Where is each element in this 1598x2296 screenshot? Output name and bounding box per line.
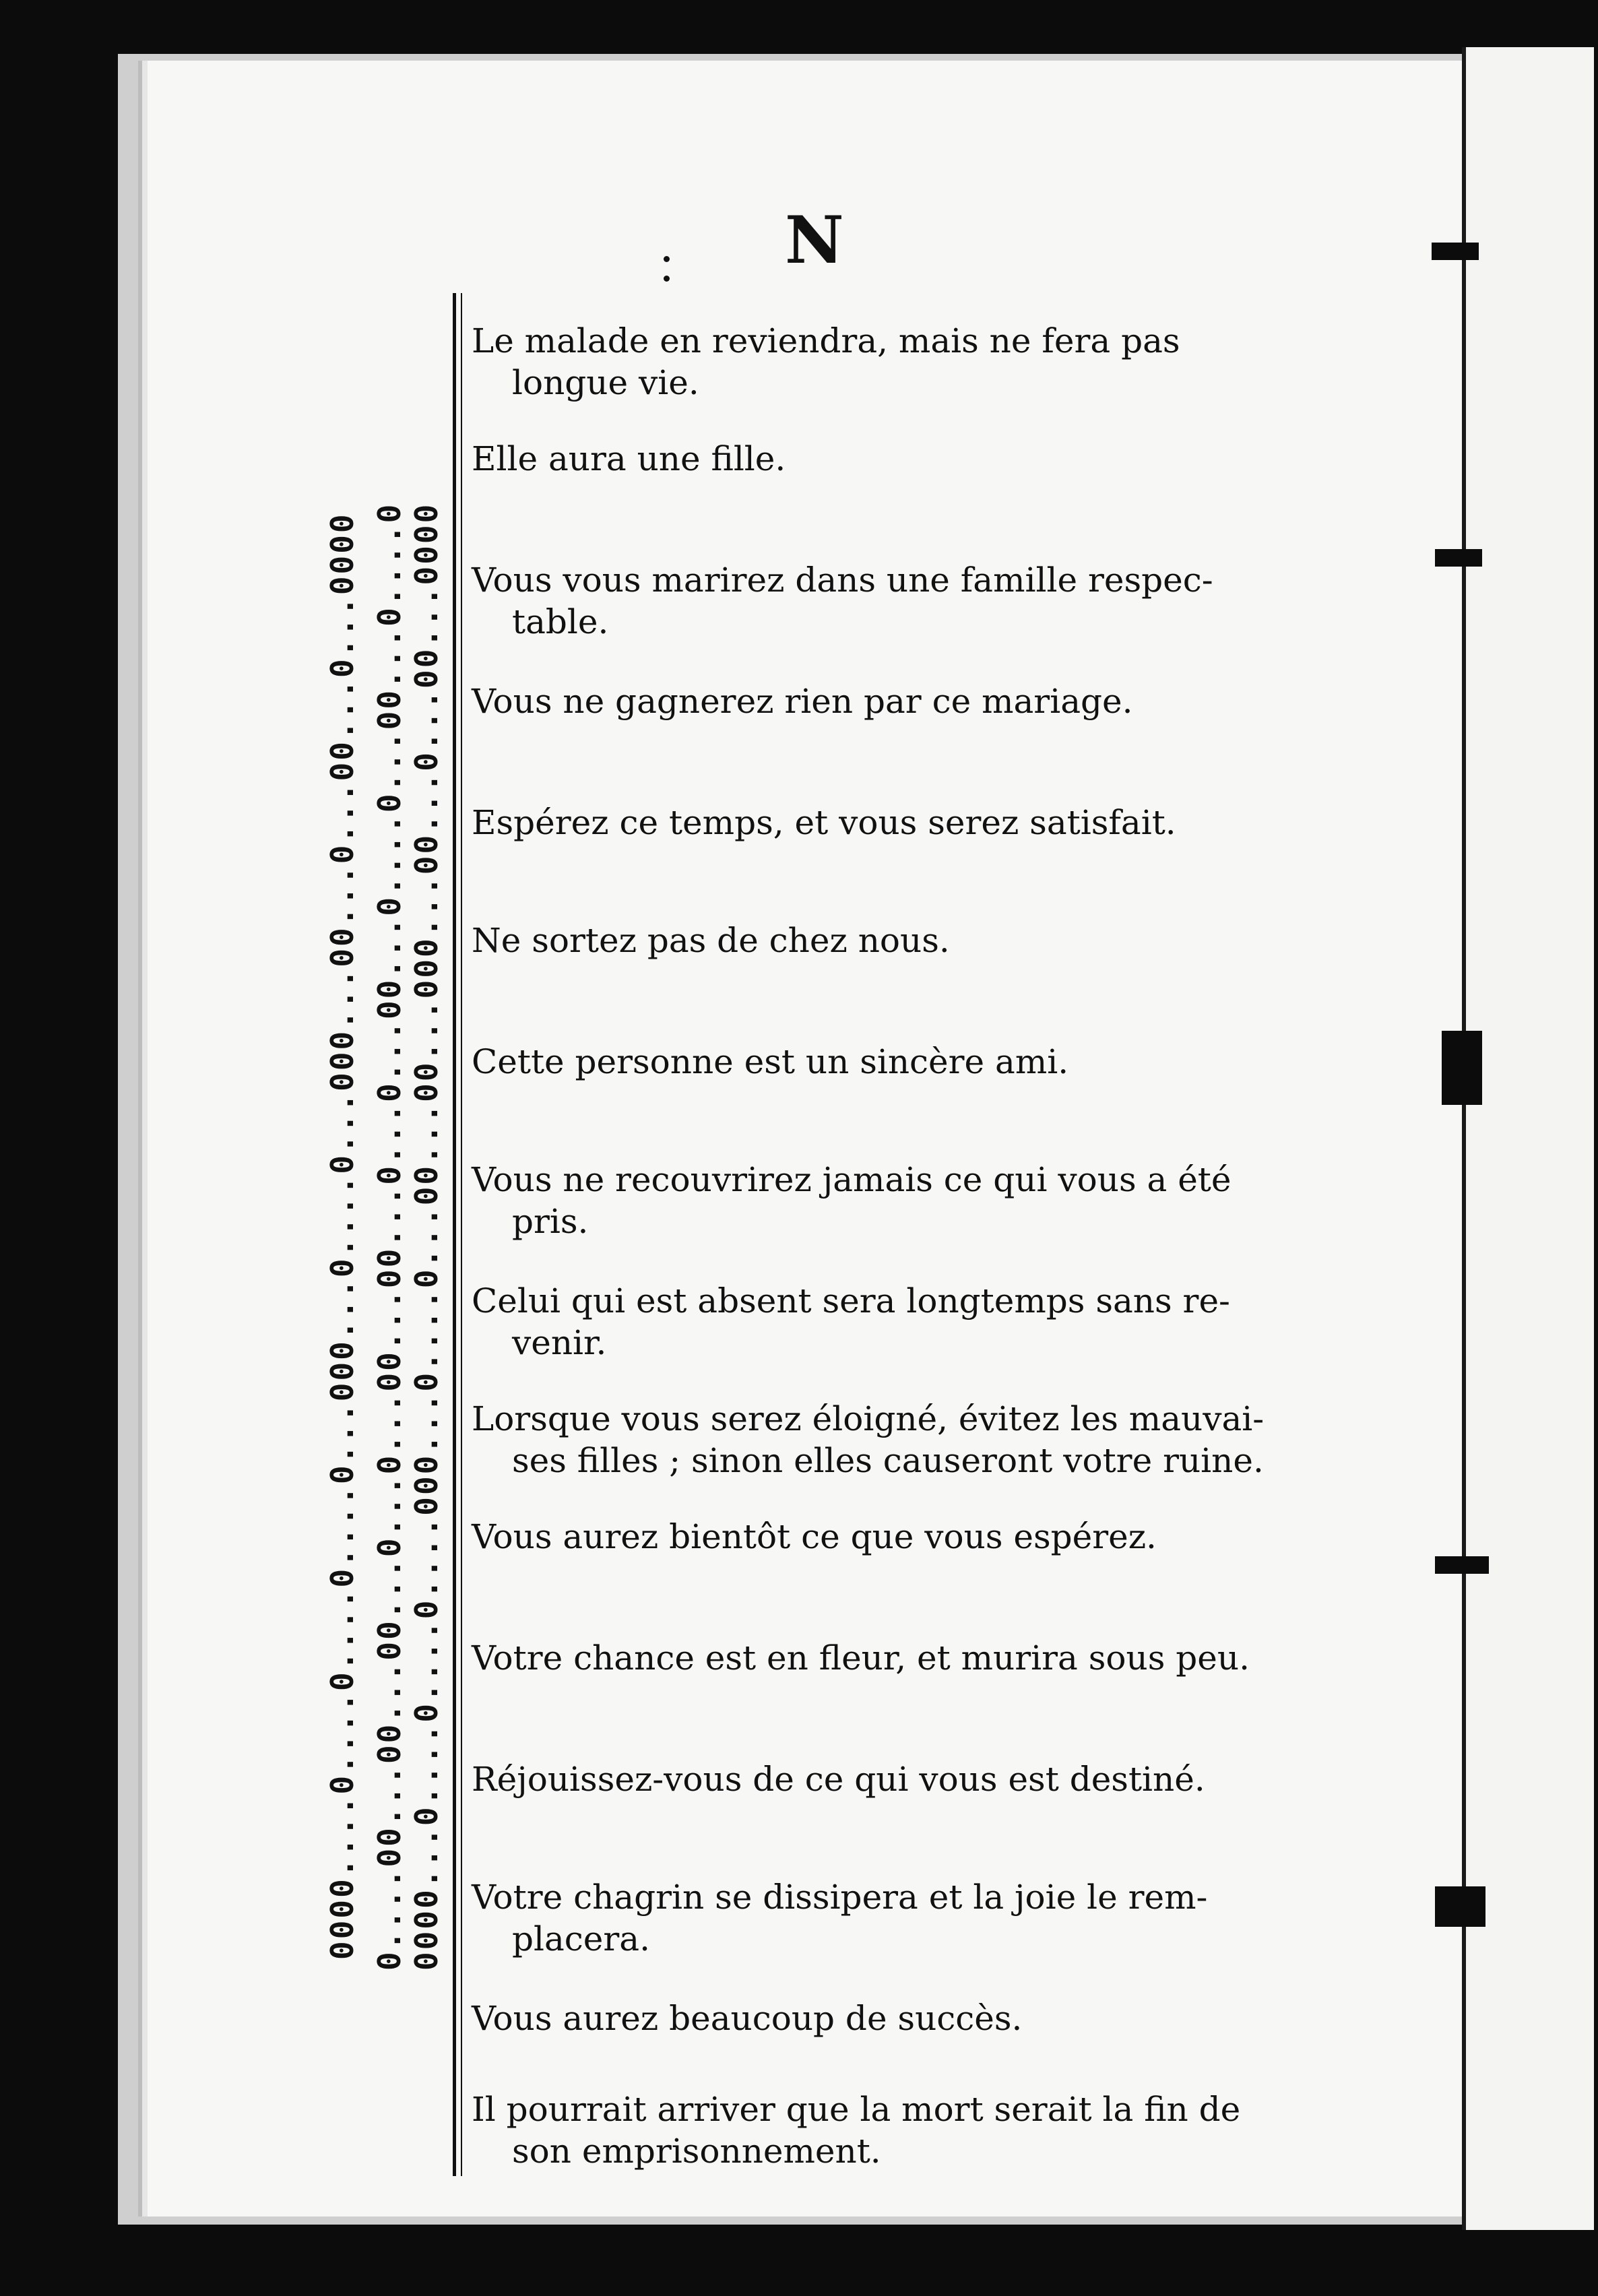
entry-line: Espérez ce temps, et vous serez satisfait. [472, 803, 1176, 842]
binding-mark [1442, 1031, 1482, 1105]
entry-continuation: pris. [512, 1202, 589, 1241]
dot-code-column: 0....00...00...00...0...0...00...00...0...0...00...0....0...00...0....0 [371, 502, 408, 1971]
entry-continuation: ses filles ; sinon elles causeront votre ruine. [512, 1441, 1264, 1480]
page-letter: N [785, 202, 844, 278]
entry-continuation: son emprisonnement. [512, 2132, 881, 2171]
entry-list [472, 0, 1280, 2223]
dot-code-column: 0000....0....0....0....0...000...0....0...000...00...0...00...0...0000 [324, 512, 360, 1960]
entry [472, 438, 1273, 480]
entry-line: Elle aura une fille. [472, 439, 786, 478]
entry [472, 680, 1273, 722]
dot-code-column: 0000...0....0....0....000...0....0...00...00...000...00...0...00...0000 [408, 502, 445, 1971]
entry [472, 1041, 1273, 1083]
entry-line: Vous aurez beaucoup de succès. [472, 1999, 1023, 2038]
entry-line: Le malade en reviendra, mais ne fera pas [472, 321, 1180, 360]
entry-line: Celui qui est absent sera longtemps sans re- [472, 1281, 1230, 1320]
entry [472, 320, 1273, 404]
entry-continuation: venir. [512, 1323, 607, 1362]
entry [472, 1637, 1273, 1679]
entry [472, 802, 1273, 843]
entry-continuation: table. [512, 602, 609, 641]
binding-mark [1435, 1556, 1489, 1574]
entry-continuation: longue vie. [512, 363, 699, 402]
binding-mark [1435, 549, 1482, 567]
entry-continuation: placera. [512, 1919, 651, 1958]
entry [472, 1159, 1273, 1242]
entry [472, 1876, 1273, 1960]
entry-line: Vous aurez bientôt ce que vous espérez. [472, 1517, 1157, 1556]
entry-line: Votre chagrin se dissipera et la joie le rem- [472, 1878, 1208, 1917]
entry-line: Il pourrait arriver que la mort serait la fin de [472, 2090, 1241, 2129]
entry [472, 1516, 1273, 1558]
entry [472, 1398, 1273, 1481]
entry [472, 920, 1273, 961]
entry-line: Vous ne recouvrirez jamais ce qui vous a été [472, 1160, 1232, 1199]
entry-line: Vous vous marirez dans une famille respec- [472, 561, 1213, 600]
vertical-rule [453, 293, 456, 2176]
entry-line: Lorsque vous serez éloigné, évitez les mauvai- [472, 1399, 1265, 1438]
entry [472, 1280, 1273, 1364]
vertical-rule [461, 293, 462, 2176]
entry-line: Votre chance est en fleur, et murira sous peu. [472, 1638, 1250, 1678]
binding-mark [1435, 1886, 1485, 1927]
entry-line: Vous ne gagnerez rien par ce mariage. [472, 682, 1133, 721]
entry [472, 2088, 1273, 2172]
entry [472, 1758, 1273, 1800]
entry [472, 1998, 1273, 2039]
binding-mark [1432, 243, 1479, 260]
entry-line: Ne sortez pas de chez nous. [472, 921, 950, 960]
entry [472, 559, 1273, 643]
entry-line: Cette personne est un sincère ami. [472, 1042, 1069, 1081]
entry-line: Réjouissez-vous de ce qui vous est destiné. [472, 1760, 1205, 1799]
